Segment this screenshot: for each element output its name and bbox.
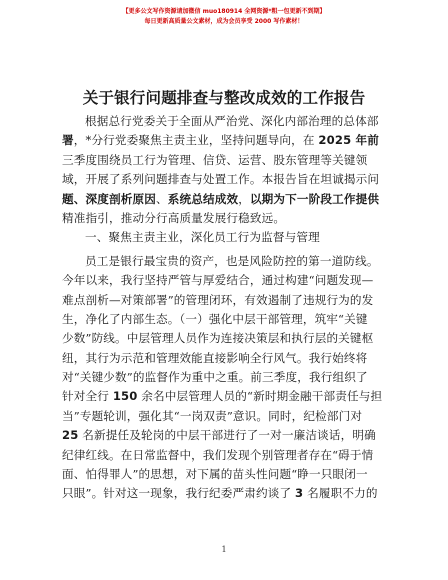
text-line bbox=[62, 209, 387, 228]
text-line bbox=[62, 329, 387, 348]
text-run: 根据总行党委关于全面从严治党、深化内部治理的总体部 bbox=[85, 114, 379, 128]
text-run: 生，净化了内部生态。（一）强化中层干部管理，筑牢“关键 bbox=[62, 311, 368, 326]
bold-text-run: 150 bbox=[112, 389, 138, 404]
text-line bbox=[62, 387, 387, 406]
text-line bbox=[62, 170, 387, 189]
paragraph-intro bbox=[62, 112, 387, 228]
bold-text-run: 2025 年前 bbox=[318, 133, 379, 148]
text-line bbox=[62, 484, 387, 503]
text-line bbox=[62, 271, 387, 290]
bold-text-run: 系统总结成效 bbox=[167, 191, 239, 206]
text-run: 纪律红线。在日常监督中，我们发现个别管理者存在“碍于情 bbox=[62, 447, 374, 462]
text-run: 余名中层管理人员的“新时期金融干部责任与担 bbox=[137, 389, 383, 404]
text-run: 纽，其行为示范和管理效能直接影响全行风气。我行始终将 bbox=[62, 350, 368, 365]
document-body bbox=[62, 112, 387, 504]
text-run: 三季度围绕员工行为管理、信贷、运营、股东管理等关键领 bbox=[62, 152, 368, 167]
text-line bbox=[62, 368, 387, 387]
page-number: 1 bbox=[221, 545, 227, 554]
text-run: ， bbox=[238, 191, 250, 206]
text-line bbox=[62, 446, 387, 465]
text-line bbox=[62, 349, 387, 368]
bold-text-run: 题、 bbox=[62, 191, 86, 206]
bold-text-run: 3 bbox=[295, 486, 304, 501]
text-line bbox=[62, 252, 387, 271]
bold-text-run: 署 bbox=[62, 133, 74, 148]
text-run: 针对全行 bbox=[62, 389, 113, 404]
bold-text-run: 25 bbox=[62, 428, 79, 443]
promo-banner-line1: 【更多公文写作资源请加微信 muo180914 全网资源*粗一包更新不到期】 bbox=[122, 8, 326, 15]
text-run: 难点剖析—对策部署”的管理闭环，有效遏制了违规行为的发 bbox=[62, 292, 374, 307]
text-run: 只眼”。针对这一现象，我行纪委严肃约谈了 bbox=[62, 486, 296, 501]
text-line bbox=[62, 131, 387, 150]
text-run: 、 bbox=[155, 191, 168, 206]
text-line bbox=[62, 190, 387, 209]
text-run: 当”专题轮训，强化其“一岗双责”意识。同时，纪检部门对 bbox=[62, 408, 363, 423]
text-run: 面、怕得罪人”的思想，对下属的苗头性问题“睁一只眼闭一 bbox=[62, 467, 368, 482]
document-title: 关于银行问题排查与整改成效的工作报告 bbox=[82, 89, 366, 107]
text-run: 域，开展了系列问题排查与处置工作。本报告旨在坦诚揭示问 bbox=[62, 172, 380, 187]
text-run: 对“关键少数”的监督作为重中之重。前三季度，我行组织了 bbox=[62, 370, 368, 385]
text-line bbox=[62, 465, 387, 484]
text-line bbox=[62, 426, 387, 445]
text-run: ，*分行党委聚焦主责主业，坚持问题导向，在 bbox=[73, 133, 319, 148]
bold-text-run: 以期为下一阶段工作提供 bbox=[249, 191, 380, 206]
text-run: 今年以来，我行坚持严管与厚爱结合，通过构建“问题发现— bbox=[62, 273, 374, 288]
text-run: 员工是银行最宝贵的资产，也是风险防控的第一道防线。 bbox=[85, 253, 379, 268]
text-line bbox=[62, 112, 387, 131]
text-run: 少数”防线。中层管理人员作为连接决策层和执行层的关键枢 bbox=[62, 331, 374, 346]
section-heading-1: 一、聚焦主责主业，深化员工行为监督与管理 bbox=[85, 230, 320, 245]
text-line bbox=[62, 310, 387, 329]
bold-text-run: 深度剖析原因 bbox=[85, 191, 156, 206]
paragraph-employee-management bbox=[62, 252, 387, 504]
text-run: 名履职不力的 bbox=[303, 486, 378, 501]
promo-banner-line2: 每日更新高质量公文素材，成为会员享受 2000 写作素材！ bbox=[144, 18, 304, 25]
text-line bbox=[62, 407, 387, 426]
text-run: 精准指引，推动分行高质量发展行稳致远。 bbox=[62, 210, 286, 225]
text-run: 名新提任及轮岗的中层干部进行了一对一廉洁谈话，明确 bbox=[78, 428, 376, 443]
text-line bbox=[62, 151, 387, 170]
text-line bbox=[62, 291, 387, 310]
